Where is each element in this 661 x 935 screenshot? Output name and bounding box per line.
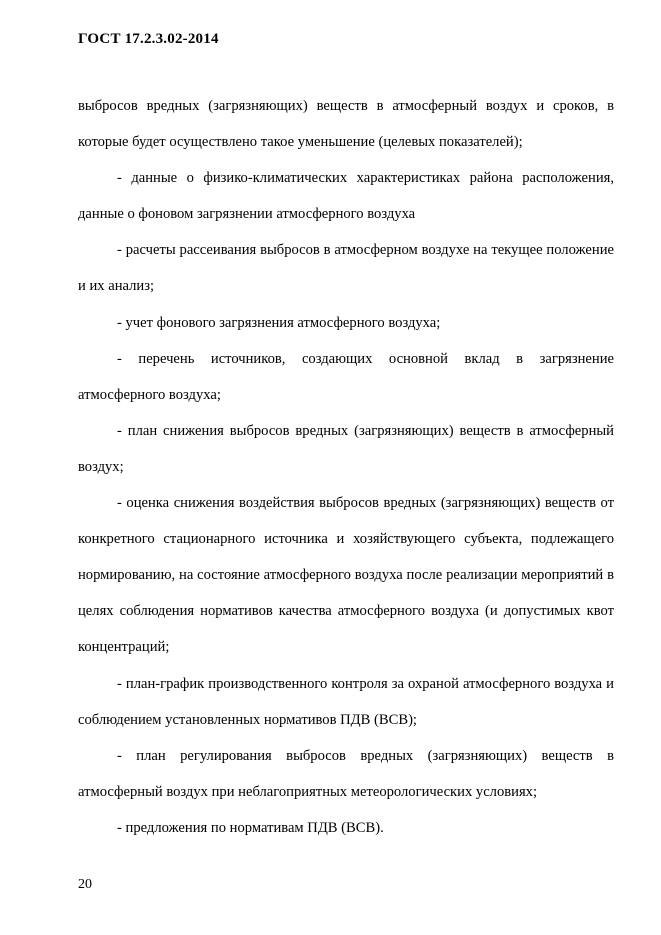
list-item-dispersion-calculations: - расчеты рассеивания выбросов в атмосферном воздухе на текущее положение и их анализ; [78, 242, 614, 295]
list-item-impact-assessment: - оценка снижения воздействия выбросов вредных (загрязняющих) веществ от конкретного стационарного источника и хозяйствующего субъекта, подлежащего нормированию, на состояние атмосферного воздуха после реализации мероприятий в целях соблюдения нормативов качества атмосферного воздуха (и допустимых квот концентраций; [78, 495, 614, 656]
list-item-proposals: - предложения по нормативам ПДВ (ВСВ). [117, 819, 384, 836]
document-header: ГОСТ 17.2.3.02-2014 [78, 31, 219, 47]
list-item-reduction-plan: - план снижения выбросов вредных (загрязняющих) веществ в атмосферный воздух; [78, 422, 614, 475]
list-item-climate-data: - данные о физико-климатических характеристиках района расположения, данные о фоновом загрязнении атмосферного воздуха [78, 170, 614, 223]
document-body [78, 88, 614, 846]
list-item-monitoring-schedule: - план-график производственного контроля за охраной атмосферного воздуха и соблюдением установленных нормативов ПДВ (ВСВ); [78, 675, 614, 728]
list-item-source-list: - перечень источников, создающих основной вклад в загрязнение атмосферного воздуха; [78, 350, 614, 403]
paragraph-continuation: выбросов вредных (загрязняющих) веществ в атмосферный воздух и сроков, в которые будет осуществлено такое уменьшение (целевых показателей); [78, 98, 614, 151]
list-item-background-pollution: - учет фонового загрязнения атмосферного воздуха; [117, 314, 441, 331]
list-item-regulation-plan: - план регулирования выбросов вредных (загрязняющих) веществ в атмосферный воздух при неблагоприятных метеорологических условиях; [78, 747, 614, 800]
page-number: 20 [78, 877, 92, 892]
